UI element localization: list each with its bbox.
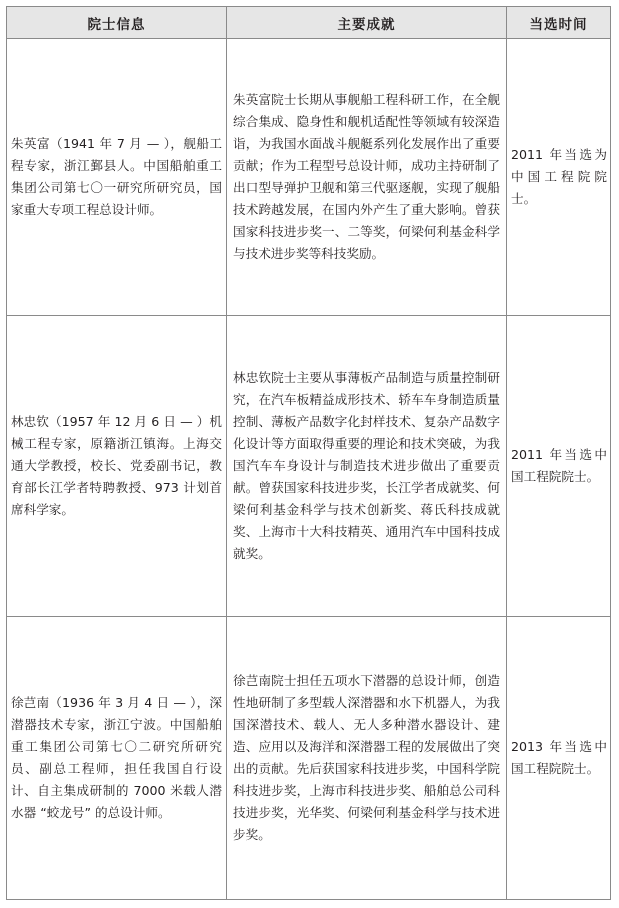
academician-table: [6, 6, 611, 900]
info-cell: [7, 316, 227, 617]
info-cell: [7, 39, 227, 316]
table-body: [7, 39, 611, 900]
table-header: [7, 7, 611, 39]
info-text: 徐芑南（1936 年 3 月 4 日 — ），深潜器技术专家，浙江宁波。中国船舶重工集团公司第七〇二研究所研究员、副总工程师，担任我国自行设计、自主集成研制的 7000 米载人潜水器 “蛟龙号” 的总设计师。: [11, 695, 222, 820]
achievement-text: 徐芑南院士担任五项水下潜器的总设计师，创造性地研制了多型载人深潜器和水下机器人，为我国深潜技术、载人、无人多种潜水器设计、建造、应用以及海洋和深潜器工程的发展做出了突出的贡献。先后获国家科技进步奖，中国科学院科技进步奖，上海市科技进步奖、船舶总公司科技进步奖，光华奖、何梁何利基金科学与技术进步奖。: [233, 673, 500, 842]
elected-text: 2013 年当选中国工程院院士。: [511, 739, 607, 776]
achievement-cell: [227, 316, 507, 617]
table-header-row: [7, 7, 611, 39]
elected-text: 2011 年当选中国工程院院士。: [511, 447, 607, 484]
header-main-achievements: 主要成就: [227, 7, 507, 39]
academician-table-page: [6, 6, 610, 899]
elected-text: 2011 年当选为中国工程院院士。: [511, 147, 607, 206]
achievement-text: 林忠钦院士主要从事薄板产品制造与质量控制研究，在汽车板精益成形技术、轿车车身制造质量控制、薄板产品数字化封样技术、复杂产品数字化设计等方面取得重要的理论和技术突破，为我国汽车车身设计与制造技术进步做出了重要贡献。曾获国家科技进步奖，长江学者成就奖、何梁何利基金科学与技术创新奖、蒋氏科技成就奖、上海市十大科技精英、通用汽车中国科技成就奖。: [233, 370, 500, 561]
table-row: [7, 316, 611, 617]
header-academician-info: 院士信息: [7, 7, 227, 39]
table-row: [7, 39, 611, 316]
table-row: [7, 617, 611, 900]
achievement-text: 朱英富院士长期从事舰船工程科研工作，在全舰综合集成、隐身性和舰机适配性等领域有较深造诣，为我国水面战斗舰艇系列化发展作出了重要贡献；作为工程型号总设计师，成功主持研制了出口型导弹护卫舰和第三代驱逐舰，实现了舰船技术跨越发展，在国内外产生了重大影响。曾获国家科技进步奖一、二等奖，何梁何利基金科学与技术进步奖等科技奖励。: [233, 92, 500, 261]
elected-cell: [507, 316, 611, 617]
header-election-time: 当选时间: [507, 7, 611, 39]
info-text: 林忠钦（1957 年 12 月 6 日 — ）机械工程专家，原籍浙江镇海。上海交通大学教授，校长、党委副书记，教育部长江学者特聘教授、973 计划首席科学家。: [11, 414, 222, 517]
achievement-cell: [227, 617, 507, 900]
elected-cell: [507, 39, 611, 316]
elected-cell: [507, 617, 611, 900]
info-text: 朱英富（1941 年 7 月 — ），舰船工程专家，浙江鄞县人。中国船舶重工集团公司第七〇一研究所研究员，国家重大专项工程总设计师。: [11, 136, 222, 217]
achievement-cell: [227, 39, 507, 316]
info-cell: [7, 617, 227, 900]
